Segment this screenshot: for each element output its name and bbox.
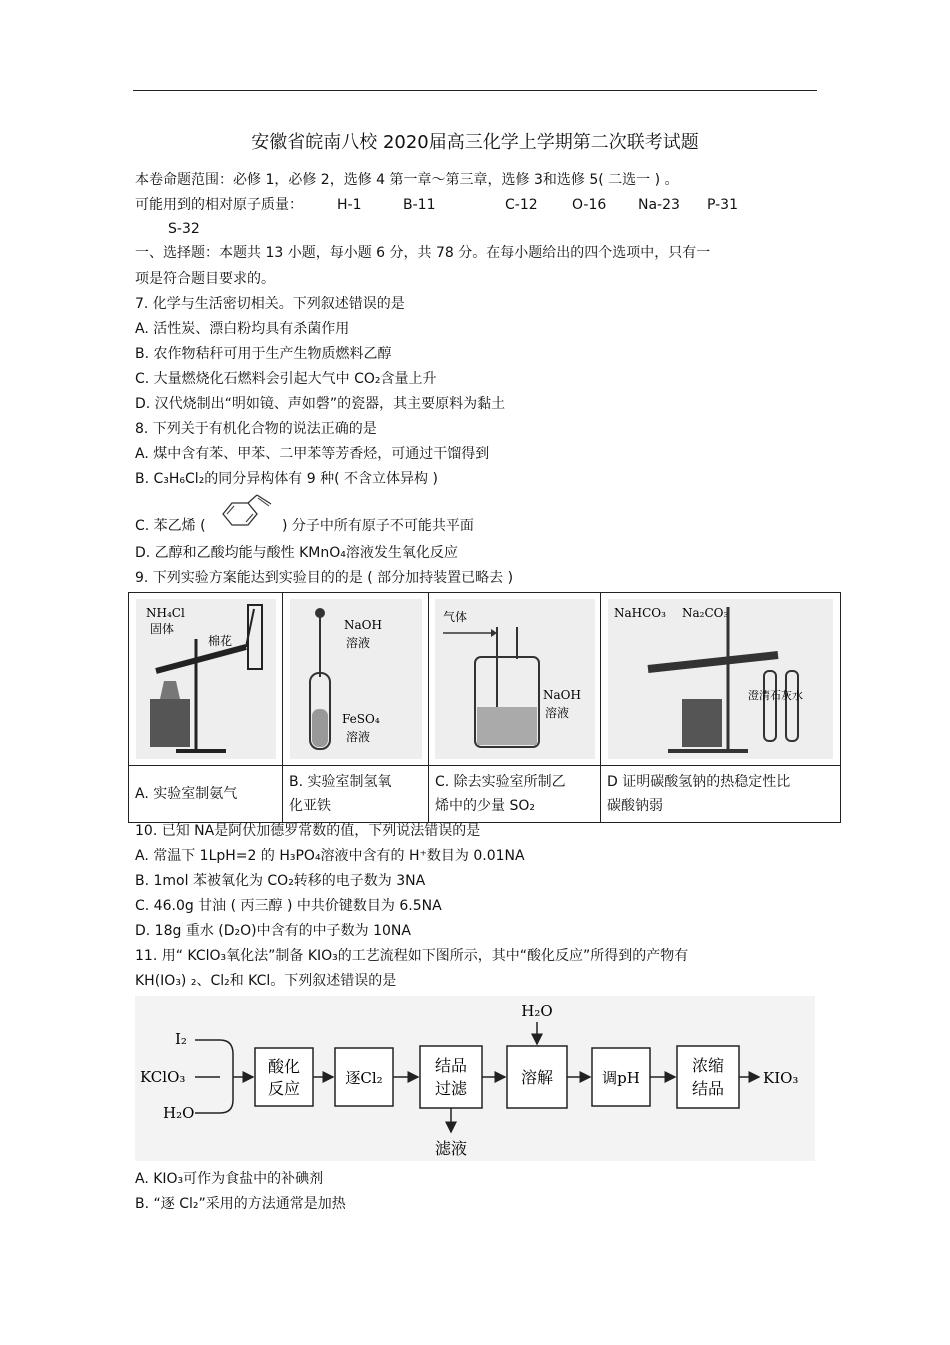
- masses-label: 可能用到的相对原子质量：: [135, 197, 303, 213]
- q10-stem: 10. 已知 NA是阿伏加德罗常数的值，下列说法错误的是: [135, 823, 481, 839]
- svg-text:浓缩: 浓缩: [691, 1056, 725, 1075]
- svg-text:NaOH: NaOH: [542, 688, 581, 702]
- svg-text:KClO₃: KClO₃: [140, 1068, 186, 1086]
- page-title: 安徽省皖南八校 2020届高三化学上学期第二次联考试题: [251, 132, 699, 153]
- mass-p: P-31: [707, 197, 739, 213]
- mass-na: Na-23: [638, 197, 680, 213]
- q8-option-c-pre: C. 苯乙烯 (: [135, 518, 206, 534]
- section-instructions: 一、选择题：本题共 13 小题，每小题 6 分，共 78 分。在每小题给出的四个选项中，只有一: [135, 245, 711, 261]
- q7-option-b: B. 农作物秸秆可用于生产生物质燃料乙醇: [135, 346, 392, 362]
- svg-text:过滤: 过滤: [434, 1079, 468, 1098]
- svg-text:H₂O: H₂O: [163, 1104, 195, 1122]
- svg-text:溶解: 溶解: [520, 1068, 554, 1087]
- q8-option-c-post: ) 分子中所有原子不可能共平面: [282, 518, 474, 534]
- svg-text:调pH: 调pH: [602, 1069, 640, 1087]
- svg-text:结品: 结品: [691, 1079, 725, 1098]
- svg-text:FeSO₄: FeSO₄: [341, 712, 380, 726]
- mass-c: C-12: [505, 197, 538, 213]
- ammonia-apparatus-figure: [136, 599, 276, 759]
- q7-option-d: D. 汉代烧制出“明如镜、声如磬”的瓷器，其主要原料为黏土: [135, 396, 506, 412]
- styrene-structure-icon: [215, 492, 279, 532]
- svg-text:I₂: I₂: [175, 1030, 187, 1048]
- ferrous-hydroxide-figure: [290, 599, 422, 759]
- svg-text:溶液: 溶液: [544, 706, 569, 720]
- q9-cell-a-figure: [129, 593, 283, 766]
- q10-option-d: D. 18g 重水 (D₂O)中含有的中子数为 10NA: [135, 923, 411, 939]
- q7-option-c: C. 大量燃烧化石燃料会引起大气中 CO₂含量上升: [135, 371, 437, 387]
- svg-text:气体: 气体: [442, 610, 467, 624]
- svg-text:棉花: 棉花: [207, 634, 232, 648]
- q9-stem: 9. 下列实验方案能达到实验目的的是 ( 部分加持装置已略去 ): [135, 570, 514, 586]
- kio3-process-flowchart: [135, 996, 815, 1161]
- mass-s: S-32: [168, 221, 200, 237]
- q8-stem: 8. 下列关于有机化合物的说法正确的是: [135, 421, 377, 437]
- svg-text:NaOH: NaOH: [343, 618, 382, 632]
- mass-o: O-16: [572, 197, 607, 213]
- q11-option-a: A. KIO₃可作为食盐中的补碘剂: [135, 1171, 324, 1187]
- q9-option-a: A. 实验室制氨气: [129, 766, 283, 823]
- q9-cell-c-figure: [429, 593, 601, 766]
- q10-option-a: A. 常温下 1LpH=2 的 H₃PO₄溶液中含有的 H⁺数目为 0.01NA: [135, 848, 525, 864]
- q8-option-a: A. 煤中含有苯、甲苯、二甲苯等芳香烃，可通过干馏得到: [135, 446, 490, 462]
- q9-option-b: B. 实验室制氢氧 化亚铁: [283, 766, 429, 823]
- svg-text:NaHCO₃: NaHCO₃: [614, 606, 666, 620]
- svg-text:NH₄Cl: NH₄Cl: [145, 606, 185, 620]
- svg-text:酸化: 酸化: [267, 1057, 301, 1076]
- mass-h: H-1: [337, 197, 362, 213]
- q11-option-b: B. “逐 Cl₂”采用的方法通常是加热: [135, 1196, 346, 1212]
- scope-line: 本卷命题范围：必修 1，必修 2，选修 4 第一章～第三章，选修 3和选修 5( 二选一 ) 。: [135, 172, 679, 188]
- header-rule: [133, 90, 817, 91]
- q7-option-a: A. 活性炭、漂白粉均具有杀菌作用: [135, 321, 350, 337]
- svg-text:溶液: 溶液: [345, 636, 370, 650]
- gas-washing-bottle-figure: [435, 599, 595, 759]
- svg-text:结品: 结品: [434, 1056, 468, 1075]
- svg-text:澄清石灰水: 澄清石灰水: [748, 689, 803, 702]
- svg-text:溶液: 溶液: [345, 730, 370, 744]
- bicarbonate-stability-figure: [608, 599, 833, 759]
- q8-option-b: B. C₃H₆Cl₂的同分异构体有 9 种( 不含立体异构 ): [135, 471, 438, 487]
- q9-apparatus-table: [128, 592, 841, 823]
- svg-text:反应: 反应: [267, 1079, 301, 1098]
- svg-text:H₂O: H₂O: [521, 1002, 553, 1020]
- q7-stem: 7. 化学与生活密切相关。下列叙述错误的是: [135, 296, 405, 312]
- svg-text:Na₂CO₃: Na₂CO₃: [682, 606, 729, 620]
- q10-option-c: C. 46.0g 甘油 ( 丙三醇 ) 中共价键数目为 6.5NA: [135, 898, 442, 914]
- section-instructions-cont: 项是符合题目要求的。: [135, 271, 275, 287]
- svg-text:逐Cl₂: 逐Cl₂: [345, 1069, 383, 1087]
- svg-text:固体: 固体: [149, 622, 174, 636]
- q9-cell-b-figure: [283, 593, 429, 766]
- q9-option-c: C. 除去实验室所制乙 烯中的少量 SO₂: [429, 766, 601, 823]
- svg-text:滤液: 滤液: [434, 1139, 468, 1158]
- q8-option-d: D. 乙醇和乙酸均能与酸性 KMnO₄溶液发生氧化反应: [135, 545, 458, 561]
- q9-cell-d-figure: [601, 593, 841, 766]
- q9-option-d: D 证明碳酸氢钠的热稳定性比 碳酸钠弱: [601, 766, 841, 823]
- q11-stem: 11. 用“ KClO₃氧化法”制备 KIO₃的工艺流程如下图所示，其中“酸化反应”所得到的产物有: [135, 948, 689, 964]
- q10-option-b: B. 1mol 苯被氧化为 CO₂转移的电子数为 3NA: [135, 873, 426, 889]
- svg-text:KIO₃: KIO₃: [763, 1069, 799, 1087]
- mass-b: B-11: [403, 197, 436, 213]
- q11-stem-cont: KH(IO₃) ₂、Cl₂和 KCl。下列叙述错误的是: [135, 973, 397, 989]
